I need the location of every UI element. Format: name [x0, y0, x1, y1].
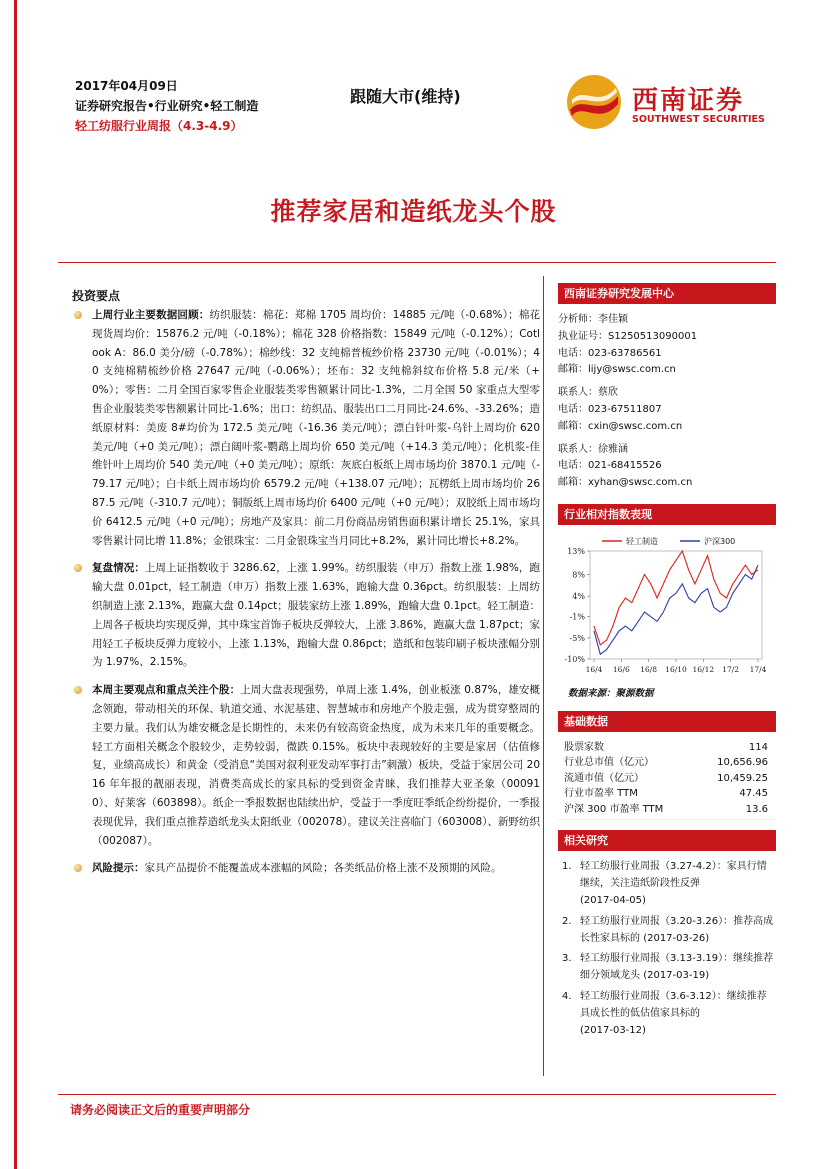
- contact-name: 联系人：徐雅涵: [558, 443, 628, 455]
- basic-data-title: 基础数据: [558, 711, 776, 732]
- contact-name: 联系人：蔡欣: [558, 387, 618, 399]
- basic-data-row: [558, 786, 776, 802]
- related-research-title: 相关研究: [558, 830, 776, 851]
- basic-data-row: [558, 771, 776, 787]
- column-divider: [543, 276, 544, 1076]
- y-tick-label: 4%: [572, 592, 585, 602]
- item-number: 1.: [562, 861, 572, 873]
- item-text: 轻工纺服行业周报（3.20-3.26）：推荐高成长性家具标的: [580, 915, 774, 944]
- plot-frame: [590, 551, 762, 659]
- related-research-item[interactable]: [562, 989, 776, 1039]
- paragraph-lead: 风险提示：: [92, 862, 145, 875]
- contact-email[interactable]: 邮箱：xyhan@swsc.com.cn: [558, 477, 693, 489]
- research-center-title: 西南证券研究发展中心: [558, 283, 776, 304]
- item-text: 轻工纺服行业周报（3.6-3.12）：继续推荐具成长性的低估值家具标的: [580, 991, 767, 1019]
- basic-data-value: 10,656.96: [717, 757, 768, 769]
- rating: 跟随大市(维持): [350, 87, 461, 106]
- footer-disclaimer: 请务必阅读正文后的重要声明部分: [70, 1103, 251, 1117]
- contact-phone: 电话：021-68415526: [558, 460, 662, 472]
- paragraph-lead: 复盘情况：: [92, 562, 145, 575]
- left-accent-bar: [14, 0, 17, 1169]
- basic-data-value: 114: [748, 741, 768, 753]
- investment-paragraph: [70, 859, 540, 878]
- paragraph-text: 纺织服装：棉花：郑棉 1705 周均价：14885 元/吨（-0.68%）；棉花现货周均价：15876.2 元/吨（-0.18%）；棉花 328 价格指数：15849 元/吨（-0.12%）；Cotlook A：86.0 美分/磅（-0.78%）；棉纱线：32 支纯棉普梳纱价格 23730 元/吨（-0.01%）；40 支纯棉精梳纱价格 27647 元/吨（-0.06%）；坯布：32 支纯棉斜纹布价格 5.8 元/米（+0%）；零售：二月全国百家零售企业服装类零售额累计同比-1.3%，二月全国 50 家重点大型零售企业服装类零售额累计同比-1.6%；出口：纺织品、服装出口二月同比-24.6%、-33.26%；造纸原材料：美废 8#均价为 172.5 美元/吨（-16.36 美元/吨）；漂白针叶浆-乌针上周均价 620 美元/吨（+0 美元/吨）；漂白阔叶浆-鹦鹉上周均价 650 美元/吨（+14.3 美元/吨）；化机浆-佳维针叶上周均价 540 美元/吨（+0 美元/吨）；原纸：灰底白板纸上周市场均价 3870.1 元/吨（-79.17 元/吨）；白卡纸上周市场均价 6579.2 元/吨（+138.07 元/吨）；瓦楞纸上周市场均价 2687.5 元/吨（-310.7 元/吨）；铜版纸上周市场均价 6400 元/吨（+0 元/吨）；双胶纸上周市场均价 6412.5 元/吨（+0 元/吨）；房地产及家具：前二月份商品房销售面积累计增长 25.1%，家具零售累计同比增 11.8%；金银珠宝：二月金银珠宝当月同比+8.2%，累计同比增长+8.2%。: [92, 309, 540, 547]
- paragraph-text: 上周大盘表现强势，单周上涨 1.4%，创业板涨 0.87%，雄安概念领跑，带动相关的环保、轨道交通、水泥基建、智慧城市和房地产个股走强，成为贯穿整周的主要力量。我们认为雄安概念是长期性的，未来仍有较高资金热度，成为未来几年的重要概念。轻工方面相关概念个股较少，走势较弱，微跌 0.15%。板块中表现较好的主要是家居（估值修复，业绩高成长）和黄金（受消息“美国对叙利亚发动军事打击”刺激）板块，受益于家居公司 2016 年年报的靓丽表现，消费类高成长的家具标的受到资金青睐，我们推荐大亚圣象（000910）、好莱客（603898）。纸企一季报数据也陆续出炉，受益于一季度旺季纸企纷纷提价，一季报表现优异，我们重点推荐造纸龙头太阳纸业（002078）。建议关注喜临门（603008）、新野纺织（002087）。: [92, 684, 540, 847]
- index-chart-svg: [558, 533, 776, 683]
- basic-data-value: 13.6: [745, 803, 768, 815]
- investment-paragraph: [70, 681, 540, 850]
- analyst-phone: 电话：023-63786561: [558, 347, 662, 359]
- title-divider: [58, 262, 776, 263]
- item-date: (2017-03-26): [643, 932, 710, 944]
- bullet-icon: [74, 864, 82, 872]
- item-number: 4.: [562, 991, 572, 1003]
- footer-divider: [58, 1094, 776, 1095]
- analyst-email[interactable]: 邮箱：lijy@swsc.com.cn: [558, 364, 676, 376]
- x-tick-label: 16/4: [585, 664, 603, 674]
- item-text: 轻工纺服行业周报（3.13-3.19）：继续推荐细分领域龙头: [580, 953, 774, 982]
- paragraph-lead: 本周主要观点和重点关注个股：: [92, 684, 241, 697]
- report-title: 推荐家居和造纸龙头个股: [270, 197, 557, 226]
- sidebar: [558, 283, 776, 1043]
- y-tick-label: -10%: [564, 654, 585, 664]
- contact-email[interactable]: 邮箱：cxin@swsc.com.cn: [558, 420, 683, 432]
- investment-points: [70, 306, 540, 887]
- x-tick-label: 16/12: [692, 664, 715, 674]
- company-logo: [566, 74, 776, 134]
- index-chart-title: 行业相对指数表现: [558, 504, 776, 525]
- x-tick-label: 16/8: [640, 664, 658, 674]
- paragraph-lead: 上周行业主要数据回顾：: [92, 309, 210, 321]
- chart-source: 数据来源：聚源数据: [568, 687, 654, 699]
- basic-data-key: 流通市值（亿元）: [564, 772, 644, 784]
- item-date: (2017-03-12): [580, 1024, 646, 1036]
- item-number: 2.: [562, 915, 572, 927]
- x-tick-label: 16/6: [612, 664, 630, 674]
- analyst-name: 分析师：李佳颖: [558, 314, 628, 325]
- x-tick-label: 16/10: [665, 664, 687, 674]
- index-chart: [558, 533, 776, 683]
- y-tick-label: -5%: [569, 633, 585, 643]
- basic-data-key: 行业市盈率 TTM: [564, 788, 638, 800]
- y-tick-label: -1%: [569, 612, 585, 622]
- basic-data-row: [558, 740, 776, 756]
- report-name: 轻工纺服行业周报（4.3-4.9）: [75, 119, 243, 133]
- basic-data-key: 行业总市值（亿元）: [564, 757, 654, 769]
- investment-heading: 投资要点: [72, 289, 121, 303]
- investment-paragraph: [70, 306, 540, 550]
- basic-data-table: [558, 740, 776, 821]
- related-research-item[interactable]: [562, 951, 776, 985]
- basic-data-key: 股票家数: [564, 741, 604, 753]
- item-text: 轻工纺服行业周报（3.27-4.2）：家具行情继续，关注造纸阶段性反弹: [580, 861, 767, 890]
- legend-label: 轻工制造: [626, 536, 658, 546]
- basic-data-row: [558, 755, 776, 771]
- x-tick-label: 17/2: [722, 664, 740, 674]
- logo-emblem-icon: [566, 74, 622, 130]
- related-research-list: [558, 859, 776, 1039]
- item-date: (2017-03-19): [643, 970, 710, 982]
- logo-cn-text: 西南证券: [632, 86, 745, 116]
- report-date: 2017年04月09日: [75, 79, 178, 93]
- bullet-icon: [74, 564, 82, 572]
- report-type: 证券研究报告•行业研究•轻工制造: [75, 99, 259, 113]
- y-tick-label: 8%: [572, 570, 585, 580]
- contact-phone: 电话：023-67511807: [558, 403, 662, 415]
- legend-label: 沪深300: [704, 536, 736, 546]
- related-research-item[interactable]: [562, 914, 776, 948]
- logo-en-text: SOUTHWEST SECURITIES: [632, 114, 765, 125]
- paragraph-text: 上周上证指数收于 3286.62，上涨 1.99%。纺织服装（申万）指数上涨 1.98%，跑输大盘 0.01pct，轻工制造（申万）指数上涨 1.63%，跑输大盘 0.36pct。纺织服装：上周纺织制造上涨 2.13%，跑赢大盘 0.14pct；服装家纺上涨 1.89%，跑输大盘 0.1pct。轻工制造：上周各子板块均实现反弹，其中珠宝首饰子板块反弹较大，上涨 3.86%，跑赢大盘 1.87pct；家用轻工子板块反弹力度较小，上涨 1.13%，跑输大盘 0.86pct；造纸和包装印刷子板块涨幅分别为 1.97%、2.15%。: [92, 562, 540, 669]
- bullet-icon: [74, 686, 82, 694]
- y-tick-label: 13%: [567, 546, 585, 556]
- investment-paragraph: [70, 559, 540, 672]
- related-research-item[interactable]: [562, 859, 776, 909]
- item-date: (2017-04-05): [580, 895, 646, 907]
- contact-list: [558, 312, 776, 492]
- analyst-cert: 执业证号：S1250513090001: [558, 330, 698, 342]
- item-number: 3.: [562, 953, 572, 965]
- report-meta: [75, 76, 258, 136]
- x-tick-label: 17/4: [749, 664, 767, 674]
- basic-data-value: 10,459.25: [717, 772, 768, 784]
- bullet-icon: [74, 311, 82, 319]
- basic-data-key: 沪深 300 市盈率 TTM: [564, 803, 664, 815]
- paragraph-text: 家具产品提价不能覆盖成本涨幅的风险；各类纸品价格上涨不及预期的风险。: [144, 862, 502, 875]
- basic-data-row: [558, 802, 776, 818]
- basic-data-value: 47.45: [739, 788, 768, 800]
